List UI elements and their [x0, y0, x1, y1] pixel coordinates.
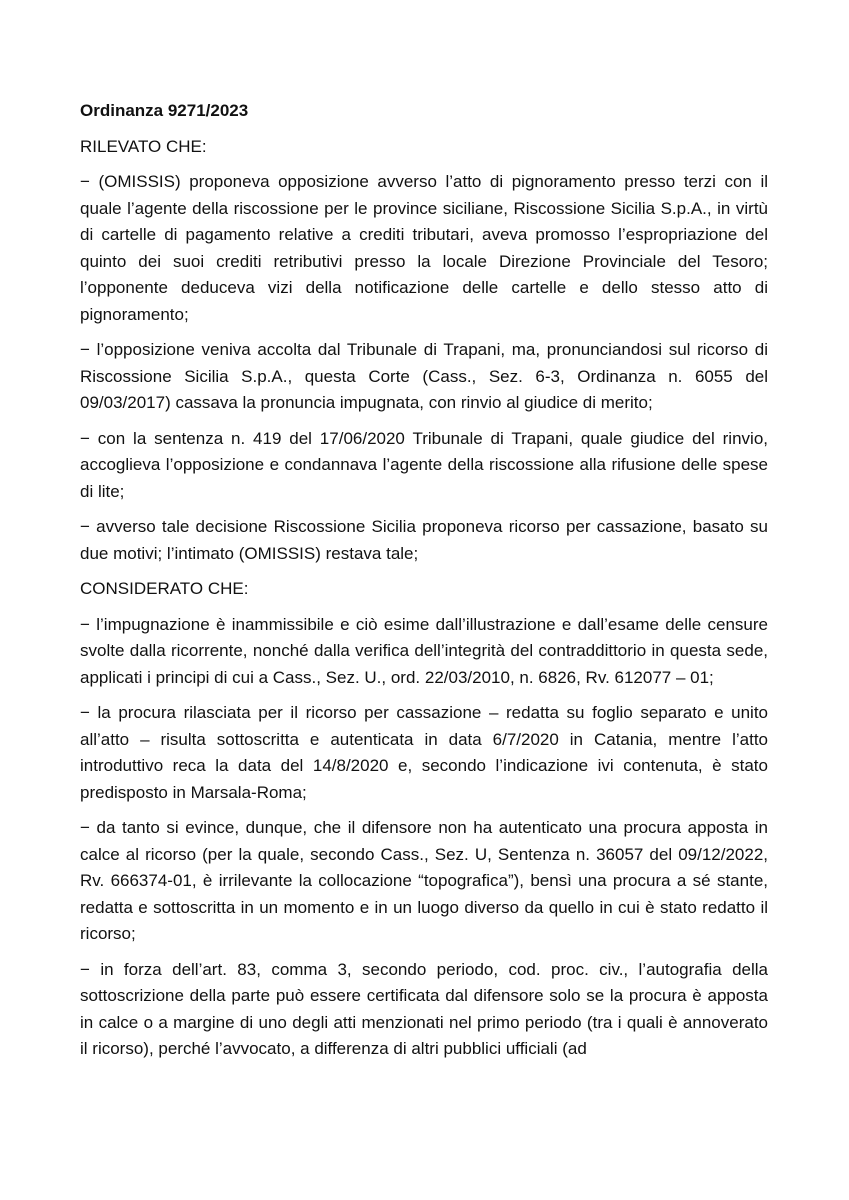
paragraph-considerato-1: − l’impugnazione è inammissibile e ciò esime dall’illustrazione e dall’esame delle censure svolte dalla ricorrente, nonché dalla verifica dell’integrità del contraddittorio in questa sede, applicati i principi di cui a Cass., Sez. U., ord. 22/03/2010, n. 6826, Rv. 612077 – 01;: [80, 614, 768, 687]
document-title: Ordinanza 9271/2023: [80, 101, 249, 120]
paragraph-considerato-3: − da tanto si evince, dunque, che il difensore non ha autenticato una procura apposta in calce al ricorso (per la quale, secondo Cass., Sez. U, Sentenza n. 36057 del 09/12/2022, Rv. 666374-01, è irrilevante la collocazione “topografica”), bensì una procura a sé stante, redatta e sottoscritta in un momento e in un luogo diverso da quello in cui è stato redatto il ricorso;: [80, 818, 768, 943]
paragraph-considerato-2: − la procura rilasciata per il ricorso per cassazione – redatta su foglio separato e unito all’atto – risulta sottoscritta e autenticata in data 6/7/2020 in Catania, mentre l’atto introduttivo reca la data del 14/8/2020 e, secondo l’indicazione ivi contenuta, è stato predisposto in Marsala-Roma;: [80, 703, 768, 802]
paragraph-rilevato-3: − con la sentenza n. 419 del 17/06/2020 Tribunale di Trapani, quale giudice del rinvio, accoglieva l’opposizione e condannava l’agente della riscossione alla rifusione delle spese di lite;: [80, 428, 768, 501]
paragraph-rilevato-2: − l’opposizione veniva accolta dal Tribunale di Trapani, ma, pronunciandosi sul ricorso di Riscossione Sicilia S.p.A., questa Corte (Cass., Sez. 6-3, Ordinanza n. 6055 del 09/03/2017) cassava la pronuncia impugnata, con rinvio al giudice di merito;: [80, 340, 768, 412]
paragraph-considerato-4: − in forza dell’art. 83, comma 3, secondo periodo, cod. proc. civ., l’autografia della sottoscrizione della parte può essere certificata dal difensore solo se la procura è apposta in calce o a margine di uno degli atti menzionati nel primo periodo (tra i quali è annoverato il ricorso), perché l’avvocato, a differenza di altri pubblici ufficiali (ad: [80, 959, 768, 1058]
section-heading-rilevato: RILEVATO CHE:: [80, 136, 207, 156]
paragraph-rilevato-1: − (OMISSIS) proponeva opposizione avverso l’atto di pignoramento presso terzi con il quale l’agente della riscossione per le province siciliane, Riscossione Sicilia S.p.A., in virtù di cartelle di pagamento relative a crediti tributari, aveva promosso l’espropriazione del quinto dei suoi crediti retributivi presso la locale Direzione Provinciale del Tesoro; l’opponente deduceva vizi della notificazione delle cartelle e dello stesso atto di pignoramento;: [80, 172, 768, 324]
section-heading-considerato: CONSIDERATO CHE:: [80, 579, 249, 598]
paragraph-rilevato-4: − avverso tale decisione Riscossione Sicilia proponeva ricorso per cassazione, basato su due motivi; l’intimato (OMISSIS) restava tale;: [80, 517, 768, 563]
document-page: [80, 98, 768, 1072]
